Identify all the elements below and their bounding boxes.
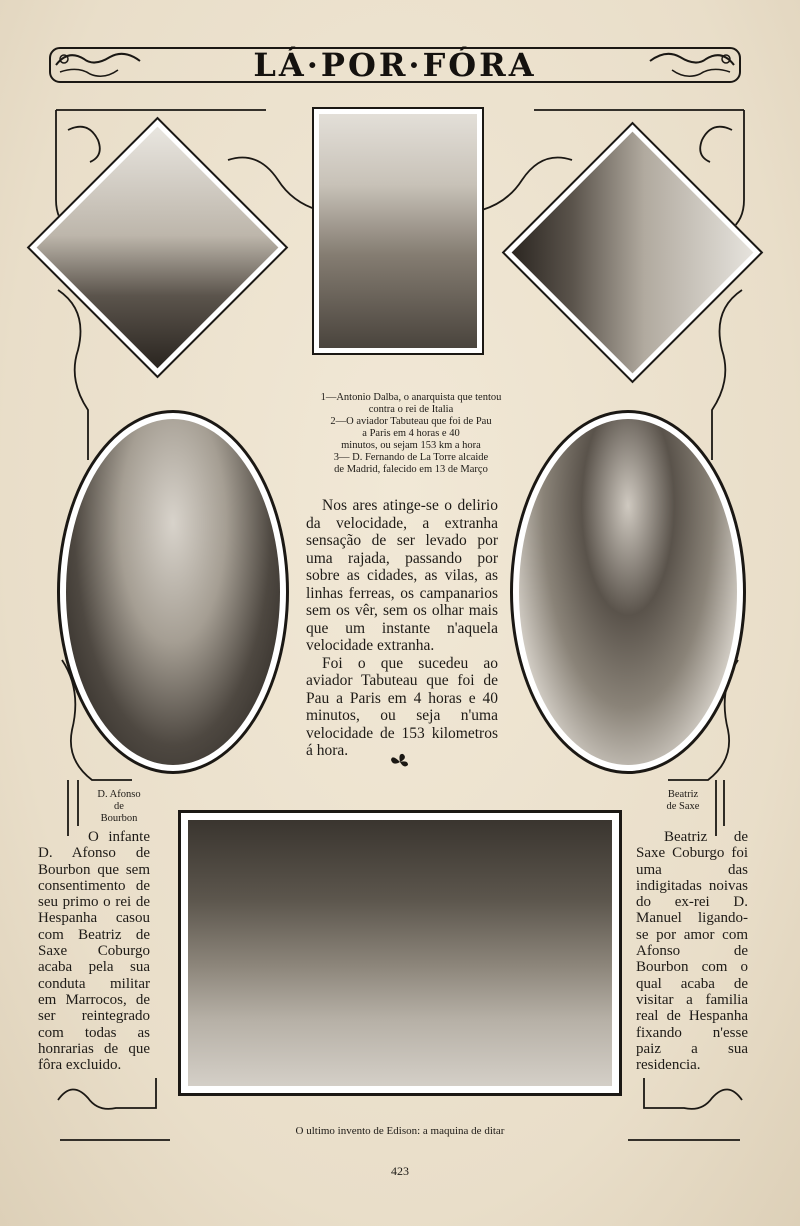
column-beatriz: Beatriz de Saxe Coburgo foi uma das indigitadas noivas do ex-rei D. Manuel ligando-se por amor com Afonso de Bourbon com o qual acaba de visitar a familia real de Hespanha fixando n'esse paiz a sua residencia. xyxy=(636,829,748,1074)
header-banner xyxy=(48,44,742,86)
caption-line: minutos, ou sejam 153 km a hora xyxy=(341,440,481,451)
page-number: 423 xyxy=(391,1164,409,1178)
page-title: LÁ·POR·FÓRA xyxy=(253,46,537,84)
caption-line: 2—O aviador Tabuteau que foi de Pau xyxy=(330,416,492,427)
caption-line: D. Afonso xyxy=(97,789,141,800)
caption-line: a Paris em 4 horas e 40 xyxy=(362,428,460,439)
portrait-aviador-tabuteau xyxy=(312,107,484,355)
article-paragraph-1: Nos ares atinge-se o delirio da velocidade, a extranha sensação de ser levado por uma rajada, passando por sobre as cidades, as vilas, as linhas ferreas, os campanarios sem os vêr, sem os olhar mais que um instante n'aquela velocidade extranha. xyxy=(306,497,498,654)
caption-line: contra o rei de Italia xyxy=(368,404,454,415)
caption-line: de Saxe xyxy=(666,801,700,812)
caption-line: de xyxy=(114,801,124,812)
column-afonso: O infante D. Afonso de Bourbon que sem consentimento de seu primo o rei de Hespanha casou com Beatriz de Saxe Coburgo acaba pela sua conduta militar em Marrocos, de ser reintegrado com todas as honrarias de que fôra excluido. xyxy=(38,829,150,1074)
caption-line: de Madrid, falecido em 13 de Março xyxy=(334,464,488,475)
top-photo-caption xyxy=(296,392,526,476)
caption-line: Bourbon xyxy=(100,813,138,824)
photo-edison-dictating-machine xyxy=(178,810,622,1096)
caption-afonso-de-bourbon xyxy=(84,789,154,825)
caption-line: 3— D. Fernando de La Torre alcaide xyxy=(333,452,489,463)
article-aviation xyxy=(306,497,498,760)
caption-edison: O ultimo invento de Edison: a maquina de ditar xyxy=(295,1125,505,1137)
caption-line: Beatriz xyxy=(667,789,699,800)
portrait-afonso-de-bourbon xyxy=(57,410,289,774)
article-paragraph-2: Foi o que sucedeu ao aviador Tabuteau que foi de Pau a Paris em 4 horas e 40 minutos, ou seja n'uma velocidade de 153 kilometros á hora. xyxy=(306,654,498,759)
portrait-beatriz-de-saxe xyxy=(510,410,746,774)
caption-beatriz-de-saxe xyxy=(648,789,718,813)
leaf-ornament-icon xyxy=(390,753,410,771)
caption-line: 1—Antonio Dalba, o anarquista que tentou xyxy=(320,392,502,403)
